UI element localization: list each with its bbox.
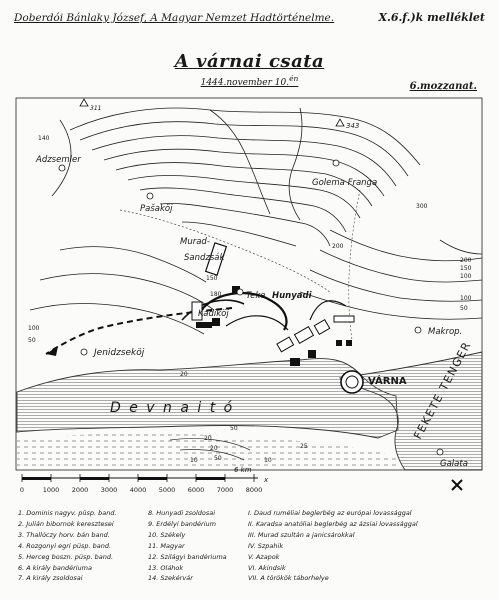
legend-item: 3. Thallóczy horv. bán band. [18, 530, 110, 539]
place-golema-franga: Golema Franga [312, 178, 378, 188]
scale-tick: 7000 [216, 486, 234, 494]
battle-date-text: 1444.november 10. [200, 78, 290, 88]
place-pasakoj: Pašaköj [140, 204, 173, 214]
scale-tick: 8000 [245, 486, 263, 494]
legend-item: 12. Szilágyi bandériuma [148, 552, 227, 561]
devna-lake [17, 359, 398, 439]
phase-label: 6.mozzanat. [409, 81, 477, 92]
place-hunyadi: Hunyadi [272, 291, 312, 301]
lake-label: D e v n a i t ó [110, 400, 235, 416]
legend-item: 4. Rozgonyi egri püsp. band. [18, 541, 112, 550]
legend-item: 13. Oláhok [148, 563, 184, 572]
place-sandzsak: Sandzsák [184, 253, 225, 263]
map-title: A várnai csata [174, 51, 325, 72]
legend-item: II. Karadsa anatóliai beglerbég az ázsiai lovassággal [248, 519, 418, 528]
place-kadikoj: Kadiköj [198, 309, 229, 319]
contour-label: 100 [28, 325, 40, 332]
scale-tick: 3000 [100, 486, 118, 494]
contour-label: 20 [210, 445, 218, 452]
sea-label: FEKETE TENGER [411, 338, 474, 442]
contour-label: 50 [214, 455, 222, 462]
legend-item: IV. Szpahik [248, 541, 284, 550]
legend-item: 1. Dominis nagyv. püsp. band. [18, 509, 117, 517]
contour-label: 50 [460, 305, 468, 312]
place-teke: Teke [246, 291, 266, 301]
scale-tick: 4000 [129, 486, 147, 494]
legend-item: VII. A törökök táborhelye [248, 574, 329, 583]
peak-311-marker [80, 99, 88, 106]
legend-item: V. Azapok [248, 552, 280, 561]
attack-arrow-3 [226, 316, 288, 330]
scale-tick: 5000 [158, 486, 176, 494]
legend-item: I. Daud ruméliai beglerbég az európai lovassággal [248, 509, 412, 517]
legend-item: 6. A király bandériuma [18, 563, 92, 572]
contour-label: 10 [264, 457, 272, 464]
scale-x-label: x [264, 476, 269, 484]
peak-343-marker [336, 119, 344, 126]
place-adzsemler: Adzsemler [36, 155, 81, 165]
legend-item: 8. Hunyadi zsoldosai [148, 509, 216, 517]
varna-fortress [341, 371, 363, 393]
contour-label: 10 [190, 457, 198, 464]
peak-343-label: 343 [346, 122, 360, 130]
contour-label: 140 [38, 135, 50, 142]
legend-item: 9. Erdélyi bandérium [148, 519, 216, 528]
contour-label: 100 [460, 295, 472, 302]
contour-label: 180 [210, 291, 222, 298]
place-galata: Galata [440, 459, 468, 469]
battle-date-suffix: én [289, 74, 299, 83]
place-makrop: Makrop. [428, 327, 463, 337]
scale-tick: 6000 [187, 486, 205, 494]
contour-label: 20 [204, 435, 212, 442]
scale-tick: 2000 [71, 486, 89, 494]
legend-item: 14. Szekérvár [148, 574, 193, 583]
place-jenidzsekoj: Jenidzseköj [94, 348, 145, 358]
header-annex-number: X.6.f.)k melléklet [378, 11, 485, 24]
scale-km-label: 6 km [234, 466, 252, 474]
contour-label: 50 [230, 425, 238, 432]
legend-crusader-units [18, 508, 117, 584]
contour-label: 50 [28, 337, 36, 344]
legend-item: 7. A király zsoldosai [18, 574, 83, 583]
contour-label: 200 [332, 243, 344, 250]
place-varna: VÁRNA [368, 376, 407, 387]
scale-tick: 1000 [42, 486, 60, 494]
legend-hunyadi-units [148, 508, 227, 584]
contour-label: 25 [300, 443, 308, 450]
contour-label: 300 [416, 203, 428, 210]
contour-label: 200 [460, 257, 472, 264]
place-murad: Murad- [180, 237, 210, 247]
legend-item: 5. Herceg boszn. püsp. band. [18, 552, 114, 561]
legend-item: 10. Székely [148, 530, 186, 539]
peak-311-label: 311 [90, 105, 102, 112]
scale-tick: 0 [19, 486, 25, 494]
legend-item: 11. Magyar [148, 541, 185, 550]
retreat-arrowhead [46, 346, 58, 356]
contour-label: 100 [460, 273, 472, 280]
header-source: Doberdói Bánlaky József, A Magyar Nemzet Hadtörténelme. [14, 12, 335, 24]
galata-cross [452, 480, 462, 490]
legend-ottoman-units [248, 508, 418, 584]
contour-label: 150 [206, 275, 218, 282]
legend-item: III. Murad szultán a janicsárokkal [248, 530, 355, 539]
legend-item: 2. Julián bibornok keresztesei [18, 519, 114, 528]
contour-label: 20 [180, 371, 188, 378]
legend-item: VI. Akindsik [248, 563, 286, 572]
contour-label: 150 [460, 265, 472, 272]
